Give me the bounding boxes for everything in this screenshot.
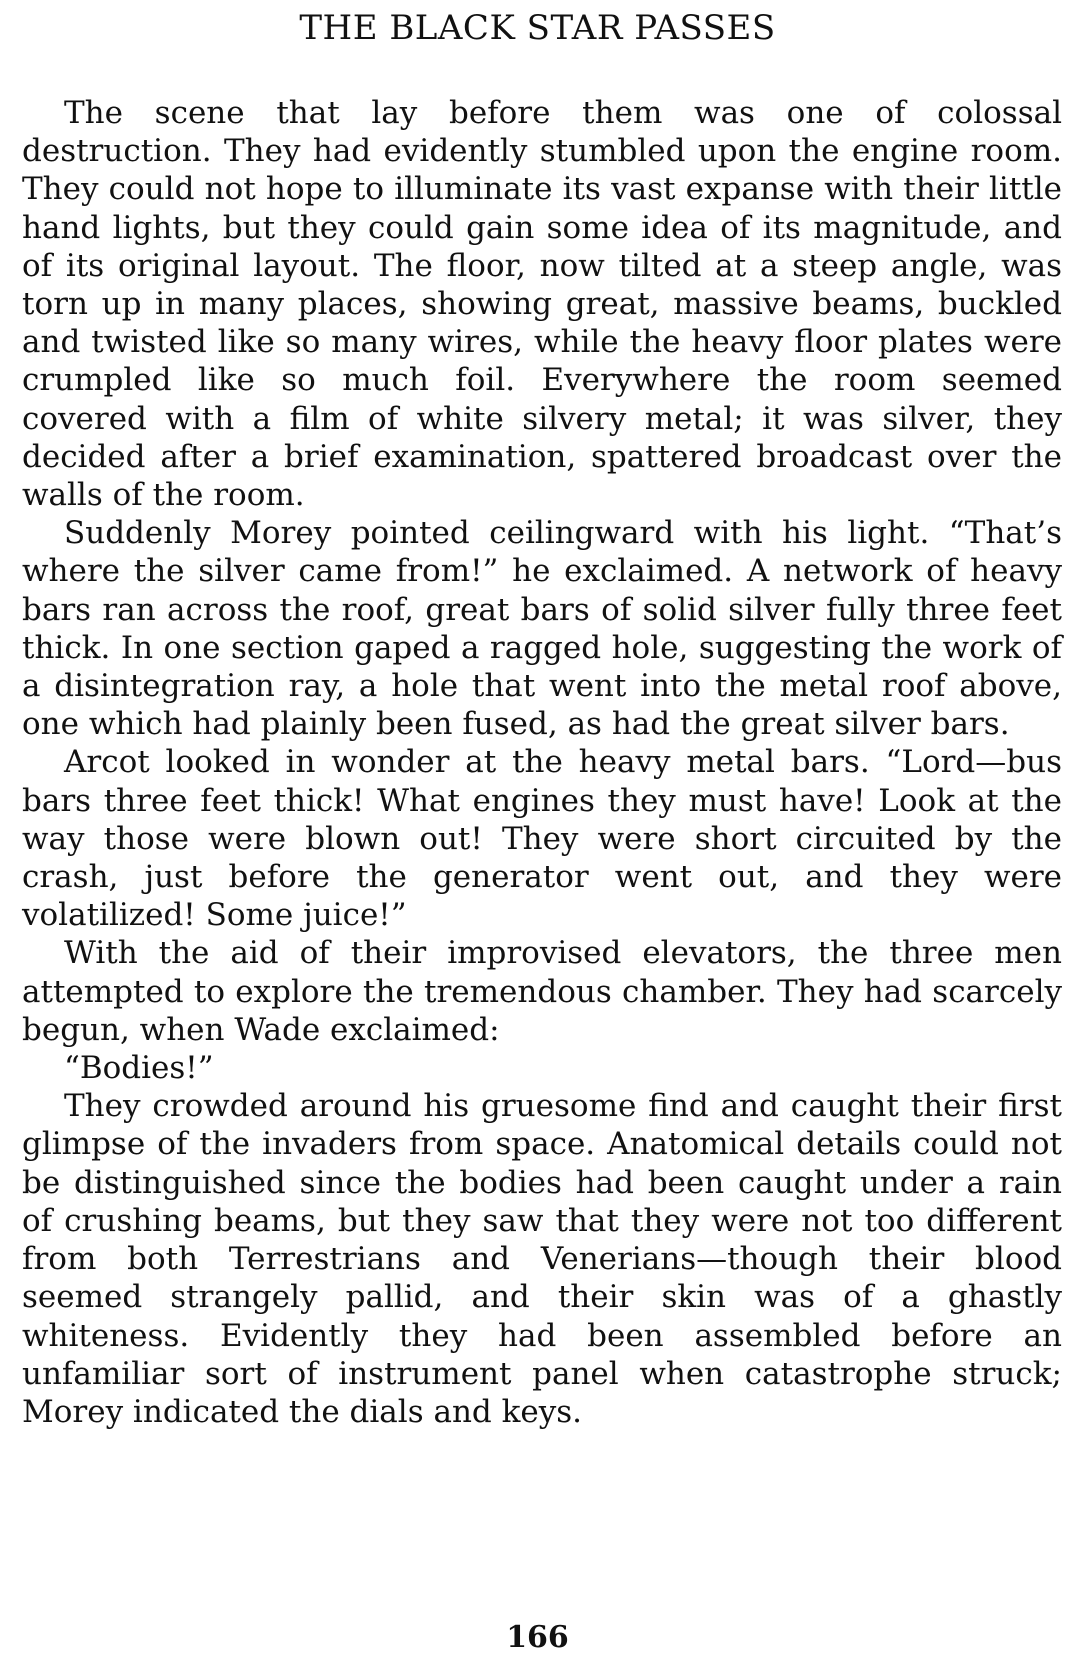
paragraph: Suddenly Morey pointed ceilingward with his light. “That’s where the silver came from!” he exclaimed. A network of heavy bars ran across the roof, great bars of solid silver fully three feet thick. In one section gaped a ragged hole, suggesting the work of a disintegration ray, a hole that went into the metal roof above, one which had plainly been fused, as had the great silver bars. <box>22 515 1062 743</box>
running-head: THE BLACK STAR PASSES <box>299 8 776 48</box>
paragraph: They crowded around his gruesome find and caught their first glimpse of the invaders from space. Anatomical details could not be distinguished since the bodies had been caught under a rain of crushing beams, but they saw that they were not too different from both Terrestrians and Venerians—though their blood seemed strangely pallid, and their skin was of a ghastly whiteness. Evidently they had been assembled before an unfamiliar sort of instrument panel when catastrophe struck; Morey indicated the dials and keys. <box>22 1088 1062 1430</box>
paragraph: With the aid of their improvised elevators, the three men attempted to explore the tremendous chamber. They had scarcely begun, when Wade exclaimed: <box>22 935 1062 1048</box>
body-text <box>22 94 1062 1431</box>
paragraph: Arcot looked in wonder at the heavy metal bars. “Lord—bus bars three feet thick! What engines they must have! Look at the way those were blown out! They were short circuited by the crash, just before the generator went out, and they were volatilized! Some juice!” <box>22 744 1062 934</box>
paragraph: “Bodies!” <box>64 1050 214 1087</box>
paragraph: The scene that lay before them was one of colossal destruction. They had evidently stumbled upon the engine room. They could not hope to illuminate its vast expanse with their little hand lights, but they could gain some idea of its magnitude, and of its original layout. The floor, now tilted at a steep angle, was torn up in many places, showing great, massive beams, buckled and twisted like so many wires, while the heavy floor plates were crumpled like so much foil. Everywhere the room seemed covered with a film of white silvery metal; it was silver, they decided after a brief examination, spattered broadcast over the walls of the room. <box>22 95 1062 514</box>
page-number: 166 <box>506 1620 569 1655</box>
